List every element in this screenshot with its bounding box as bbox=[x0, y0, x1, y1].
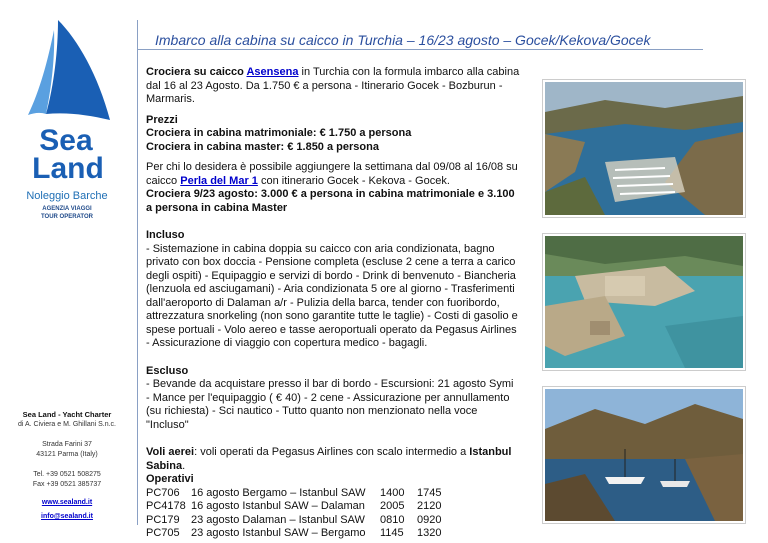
flight-dep: 0810 bbox=[380, 513, 405, 526]
company-info bbox=[0, 410, 134, 522]
flight-code: PC4178 bbox=[146, 500, 186, 512]
company-fax: Fax +39 0521 385737 bbox=[32, 481, 102, 488]
flight-dep: 2005 bbox=[380, 500, 405, 512]
company-city: 43121 Parma (Italy) bbox=[36, 451, 98, 458]
header-divider bbox=[138, 49, 703, 50]
prezzi-section bbox=[146, 114, 520, 155]
incluso-heading: Incluso bbox=[146, 229, 185, 241]
flights-table bbox=[146, 487, 520, 541]
prezzi-line2: Crociera in cabina master: € 1.850 a persona bbox=[146, 140, 379, 153]
extension-text1: Per chi lo desidera è possibile aggiungere la settimana dal 09/08 al 16/08 su caicco bbox=[146, 161, 518, 187]
photo-bay bbox=[543, 387, 745, 523]
company-name: Sea Land - Yacht Charter bbox=[22, 410, 112, 419]
escluso-text: - Bevande da acquistare presso il bar di bordo - Escursioni: 21 agosto Symi - Mance per l'equipaggio ( € 40) - 2 cene - Assicurazione per annullamento (su richiesta) - Sci nautico - Tutto quanto non menzionato nella voce "Incluso" bbox=[146, 378, 514, 431]
main-content bbox=[146, 66, 520, 541]
flight-dep: 1400 bbox=[380, 486, 405, 499]
website-link[interactable]: www.sealand.it bbox=[41, 499, 93, 506]
flight-dep: 1145 bbox=[380, 527, 404, 539]
prezzi-line1: Crociera in cabina matrimoniale: € 1.750 a persona bbox=[146, 127, 412, 139]
incluso-section bbox=[146, 229, 520, 351]
boat-link-asensena[interactable]: Asensena bbox=[246, 66, 299, 78]
flight-route: 23 agosto Dalaman – Istanbul SAW bbox=[191, 513, 365, 526]
flight-arr: 0920 bbox=[417, 513, 442, 526]
company-owner: di A. Civiera e M. Ghillani S.n.c. bbox=[17, 421, 117, 428]
voli-label: Voli aerei bbox=[146, 446, 195, 458]
voli-hub: Istanbul Sabina bbox=[146, 446, 512, 472]
extension-bold: Crociera 9/23 agosto: 3.000 € a persona in cabina matrimoniale e 3.100 a persona in cabina Master bbox=[146, 188, 515, 214]
intro-lead: Crociera su caicco bbox=[146, 66, 247, 78]
flight-arr: 2120 bbox=[417, 500, 442, 512]
operativi-heading: Operativi bbox=[146, 473, 194, 485]
logo-sub1: AGENZIA VIAGGI bbox=[42, 206, 92, 212]
flight-arr: 1745 bbox=[417, 486, 442, 499]
sidebar bbox=[0, 0, 138, 543]
flight-arr: 1320 bbox=[417, 527, 442, 539]
flight-code: PC705 bbox=[146, 527, 180, 539]
flight-route: 23 agosto Istanbul SAW – Bergamo bbox=[191, 527, 366, 539]
logo-subtitle bbox=[0, 205, 134, 221]
intro-rest: in Turchia con la formula imbarco alla cabina dal 16 al 23 Agosto. Da 1.750 € a persona - Itinerario Gocek - Bozburun - Marmaris. bbox=[146, 66, 520, 105]
prezzi-heading: Prezzi bbox=[146, 113, 178, 126]
boat-link-perla[interactable]: Perla del Mar 1 bbox=[180, 174, 258, 187]
photo-ruins bbox=[543, 234, 745, 370]
extension-text2: con itinerario Gocek - Kekova - Gocek. bbox=[257, 174, 450, 187]
flight-code: PC706 bbox=[146, 486, 180, 499]
flight-route: 16 agosto Istanbul SAW – Dalaman bbox=[191, 500, 365, 512]
voli-text: : voli operati da Pegasus Airlines con scalo intermedio a bbox=[194, 446, 470, 458]
flight-code: PC179 bbox=[146, 513, 180, 526]
incluso-text: - Sistemazione in cabina doppia su caicco con aria condizionata, bagno privato con box doccia - Pensione completa (escluse 2 cene a terra a carico degli ospiti) - Equipaggio e servizi di bordo - Drink di benvenuto - Biancheria (lenzuola ed asciugamani) - Aria condizionata 5 ore al giorno - Trasferimenti dall'aeroporto di Dalaman a/r - Pulizia della barca, tender con fuoribordo, attrezzatura snorkeling (non sono garantite tutte le taglie) - Costi di gasolio e spese portuali - Volo aereo e tasse aeroportuali operato da Pegasus Airlines - Assicurazione di viaggio con copertura medico - bagagli. bbox=[146, 242, 518, 349]
vertical-divider bbox=[137, 20, 138, 525]
logo-sub2: TOUR OPERATOR bbox=[40, 214, 93, 220]
logo-line1: Sea bbox=[39, 124, 93, 157]
extension-paragraph bbox=[146, 161, 520, 215]
company-street: Strada Farini 37 bbox=[42, 441, 92, 448]
voli-dot: . bbox=[182, 459, 186, 472]
intro-paragraph bbox=[146, 66, 520, 107]
email-link[interactable]: info@sealand.it bbox=[41, 513, 93, 520]
logo-tagline: Noleggio Barche bbox=[26, 190, 108, 202]
flight-route: 16 agosto Bergamo – Istanbul SAW bbox=[191, 486, 366, 499]
escluso-section bbox=[146, 365, 520, 433]
photo-marina bbox=[543, 80, 745, 217]
escluso-heading: Escluso bbox=[146, 364, 189, 377]
voli-section bbox=[146, 446, 520, 487]
logo-line2: Land bbox=[32, 152, 104, 185]
company-tel: Tel. +39 0521 508275 bbox=[33, 471, 101, 478]
page-title: Imbarco alla cabina su caicco in Turchia – 16/23 agosto – Gocek/Kekova/Gocek bbox=[155, 32, 651, 48]
sealand-logo bbox=[18, 20, 130, 185]
